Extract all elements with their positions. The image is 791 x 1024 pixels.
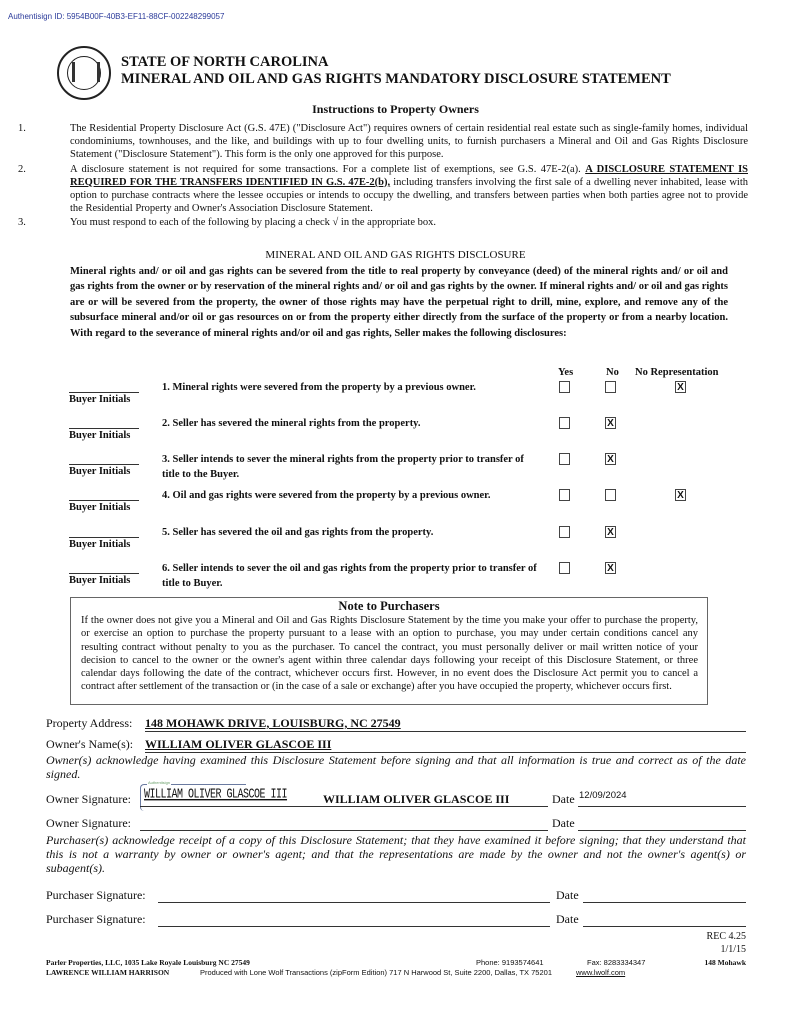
note-to-purchasers-box xyxy=(70,597,708,705)
owner-signature-line xyxy=(140,806,548,807)
column-header-no: No xyxy=(606,367,619,378)
brokerage-fax: Fax: 8283334347 xyxy=(587,958,646,967)
checkbox-yes[interactable] xyxy=(559,489,570,501)
item-text xyxy=(70,163,748,216)
owner-printed-name: WILLIAM OLIVER GLASCOE III xyxy=(323,792,510,806)
buyer-initials-label: Buyer Initials xyxy=(69,430,131,441)
instruction-item xyxy=(18,122,748,162)
item-number: 1. xyxy=(18,123,26,134)
form-code: REC 4.25 xyxy=(706,931,746,942)
property-address-value[interactable]: 148 MOHAWK DRIVE, LOUISBURG, NC 27549 xyxy=(145,716,401,730)
checkbox-no-representation[interactable]: X xyxy=(675,381,686,393)
purchaser2-signature-line[interactable] xyxy=(158,926,550,927)
buyer-initials-label: Buyer Initials xyxy=(69,394,131,405)
authentisign-id: Authentisign ID: 5954B00F-40B3-EF11-88CF-002248299057 xyxy=(8,12,225,21)
form-title: MINERAL AND OIL AND GAS RIGHTS MANDATORY DISCLOSURE STATEMENT xyxy=(121,71,671,87)
purchaser1-signature-label: Purchaser Signature: xyxy=(46,888,146,902)
owner2-signature-label: Owner Signature: xyxy=(46,816,131,830)
owner-signature-date-value[interactable]: 12/09/2024 xyxy=(579,790,627,801)
state-seal-icon xyxy=(57,46,111,100)
question-text: 4. Oil and gas rights were severed from the property by a previous owner. xyxy=(162,490,491,501)
form-title-state: STATE OF NORTH CAROLINA xyxy=(121,54,329,70)
purchaser2-date-label: Date xyxy=(556,912,579,926)
checkbox-yes[interactable] xyxy=(559,417,570,429)
checkbox-no[interactable]: X xyxy=(605,526,616,538)
esignature-tag: Authentisign xyxy=(148,780,171,785)
owners-name-value[interactable]: WILLIAM OLIVER GLASCOE III xyxy=(145,737,332,751)
item-text-post: including transfers involving the first sale of a dwelling never inhabited, lease with option to purchase contracts where the lessee occupies or intends to occupy the dwelling, and transfers between parties when both parties agree not to provide the Residential Property and Owner's Association Disclosure Statement. xyxy=(70,176,749,215)
buyer-initials-line[interactable] xyxy=(69,500,139,501)
instructions-list xyxy=(18,122,748,231)
buyer-initials-line[interactable] xyxy=(69,392,139,393)
property-address-line xyxy=(145,731,746,732)
checkbox-yes[interactable] xyxy=(559,526,570,538)
purchaser1-date-label: Date xyxy=(556,888,579,902)
property-address-label: Property Address: xyxy=(46,716,133,730)
form-revision-date: 1/1/15 xyxy=(720,944,746,955)
disclosure-heading: MINERAL AND OIL AND GAS RIGHTS DISCLOSURE xyxy=(265,249,526,261)
owner2-date-line[interactable] xyxy=(578,830,746,831)
instructions-heading: Instructions to Property Owners xyxy=(312,102,479,116)
purchaser2-date-line[interactable] xyxy=(583,926,746,927)
item-text-emphasis: A DISCLOSURE STATEMENT IS REQUIRED FOR THE TRANSFERS IDENTIFIED IN G.S. 47E-2(b), xyxy=(70,163,748,188)
purchaser-acknowledgement: Purchaser(s) acknowledge receipt of a copy of this Disclosure Statement; that they have examined it before signing; that they understand that this is not a warranty by owner or owner's agent; and that the representations are made by the owner and not the owner's agent(s) or subagent(s). xyxy=(46,833,746,875)
note-heading: Note to Purchasers xyxy=(338,599,440,613)
question-text: 6. Seller intends to sever the oil and gas rights from the property prior to transfer of title to Buyer. xyxy=(162,563,537,589)
owner-date-line xyxy=(578,806,746,807)
owner-acknowledgement: Owner(s) acknowledge having examined this Disclosure Statement before signing and that all information is true and correct as of the date signed. xyxy=(46,753,746,781)
checkbox-no[interactable] xyxy=(605,381,616,393)
instruction-item xyxy=(18,216,748,229)
buyer-initials-label: Buyer Initials xyxy=(69,575,131,586)
lwolf-website-link[interactable]: www.lwolf.com xyxy=(576,968,626,977)
purchaser2-signature-label: Purchaser Signature: xyxy=(46,912,146,926)
purchaser1-date-line[interactable] xyxy=(583,902,746,903)
checkbox-no[interactable]: X xyxy=(605,453,616,465)
agent-name: LAWRENCE WILLIAM HARRISON xyxy=(46,968,170,977)
checkbox-no[interactable]: X xyxy=(605,562,616,574)
checkbox-yes[interactable] xyxy=(559,562,570,574)
checkbox-no-representation[interactable]: X xyxy=(675,489,686,501)
brokerage-phone: Phone: 9193574641 xyxy=(476,958,544,967)
owner-signature-label: Owner Signature: xyxy=(46,792,131,806)
instruction-item xyxy=(18,163,748,216)
checkbox-no[interactable]: X xyxy=(605,417,616,429)
item-text: The Residential Property Disclosure Act (G.S. 47E) ("Disclosure Act") requires owners of certain residential real estate such as single-family homes, individual condominiums, townhouses, and the like, and buildings with up to four dwelling units, to furnish purchasers a Mineral and Oil and Gas Rights Disclosure Statement ("Disclosure Statement"). This form is the only one approved for this purpose. xyxy=(70,123,748,161)
column-header-no-representation: No Representation xyxy=(635,367,719,378)
checkbox-yes[interactable] xyxy=(559,381,570,393)
item-text-pre: A disclosure statement is not required for some transactions. For a complete list of exemptions, see G.S. 47E-2(a). xyxy=(70,163,586,175)
item-number: 2. xyxy=(18,163,26,175)
buyer-initials-line[interactable] xyxy=(69,537,139,538)
question-text: 1. Mineral rights were severed from the property by a previous owner. xyxy=(162,382,476,393)
item-number: 3. xyxy=(18,217,26,229)
disclosure-paragraph: Mineral rights and/ or oil and gas rights can be severed from the title to real property by conveyance (deed) of the mineral rights and/ or oil and gas rights from the owner or by reservation of the mineral rights and/ or oil and gas rights by the owner. If mineral rights and/ or oil and gas rights are or will be severed from the property, the owner of those rights may have the perpetual right to drill, mine, explore, and remove any of the subsurface mineral and/or oil or gas resources on or from the property either directly from the surface of the property or from a nearby location. With regard to the severance of mineral rights and/or oil and gas rights, Seller makes the following disclosures: xyxy=(70,266,728,339)
purchaser1-signature-line[interactable] xyxy=(158,902,550,903)
question-text: 2. Seller has severed the mineral rights from the property. xyxy=(162,418,421,429)
owner2-date-label: Date xyxy=(552,816,575,830)
owner-signature-date-label: Date xyxy=(552,792,575,806)
column-header-yes: Yes xyxy=(558,367,574,378)
buyer-initials-line[interactable] xyxy=(69,428,139,429)
produced-by-text: Produced with Lone Wolf Transactions (zipForm Edition) 717 N Harwood St, Suite 2200, Dallas, TX 75201 xyxy=(200,968,552,977)
item-text: You must respond to each of the following by placing a check √ in the appropriate box. xyxy=(70,217,436,229)
buyer-initials-label: Buyer Initials xyxy=(69,502,131,513)
question-text: 3. Seller intends to sever the mineral rights from the property prior to transfer of title to the Buyer. xyxy=(162,454,524,480)
owner2-signature-line[interactable] xyxy=(140,830,548,831)
question-text: 5. Seller has severed the oil and gas rights from the property. xyxy=(162,527,434,538)
checkbox-yes[interactable] xyxy=(559,453,570,465)
file-name: 148 Mohawk xyxy=(704,958,746,967)
checkbox-no[interactable] xyxy=(605,489,616,501)
owner-signature-value: WILLIAM OLIVER GLASCOE III xyxy=(144,787,288,804)
buyer-initials-label: Buyer Initials xyxy=(69,539,131,550)
buyer-initials-label: Buyer Initials xyxy=(69,466,131,477)
note-text: If the owner does not give you a Mineral and Oil and Gas Rights Disclosure Statement by the time you make your offer to purchase the property, or exercise an option to purchase the property pursuant to a lease with an option to purchase, you may under certain conditions cancel any resulting contract without penalty to you as the purchaser. To cancel the contract, you must personally deliver or mail written notice of your decision to cancel to the owner or the owner's agent within three calendar days following your receipt of this Disclosure Statement, or three calendar days following the date of the contract, whichever occurs first. However, in no event does the Disclosure Act permit you to cancel a contract after settlement of the transaction or (in the case of a sale or exchange) after you have occupied the property, whichever occurs first. xyxy=(81,615,698,693)
buyer-initials-line[interactable] xyxy=(69,464,139,465)
brokerage-info: Parler Properties, LLC, 1035 Lake Royale Louisburg NC 27549 xyxy=(46,958,250,967)
buyer-initials-line[interactable] xyxy=(69,573,139,574)
owners-name-label: Owner's Name(s): xyxy=(46,737,134,751)
